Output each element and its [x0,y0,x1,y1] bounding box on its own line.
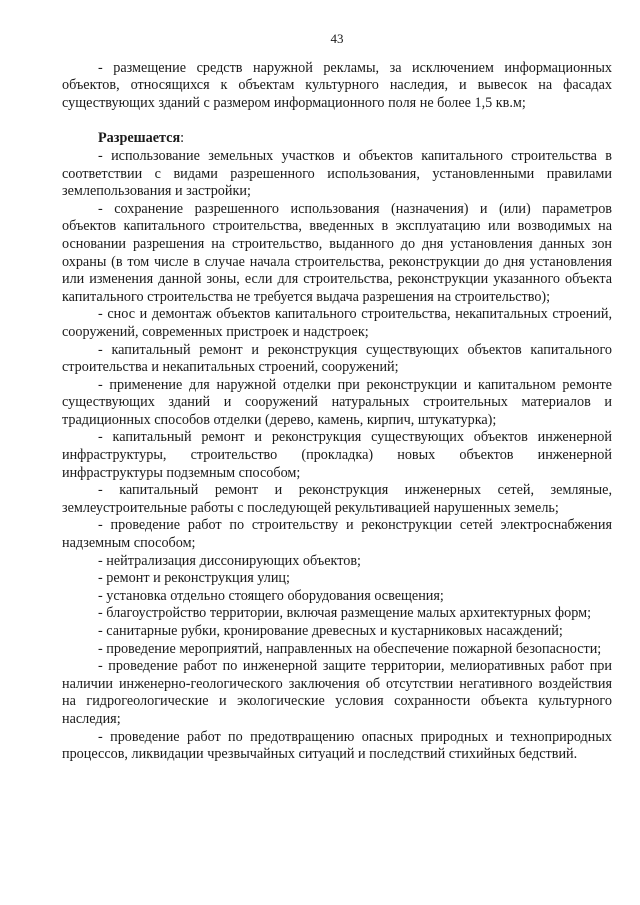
list-item: - капитальный ремонт и реконструкция инженерных сетей, земляные, землеустроительные работы с последующей рекультивацией нарушенных земель; [62,482,612,516]
page-number: 43 [330,31,344,46]
list-item: - капитальный ремонт и реконструкция существующих объектов инженерной инфраструктуры, строительство (прокладка) новых объектов инженерной инфраструктуры подземным способом; [62,429,612,481]
list-item: - снос и демонтаж объектов капитального строительства, некапитальных строений, сооружений, современных пристроек и надстроек; [62,306,612,340]
list-item: - проведение работ по строительству и реконструкции сетей электроснабжения надземным способом; [62,517,612,552]
section-heading-text: Разрешается [98,130,181,147]
section-heading-colon: : [180,130,185,147]
list-item: - нейтрализация диссонирующих объектов; [98,552,361,569]
section-heading [62,130,612,148]
paragraph-gap [62,112,612,130]
intro-item: - размещение средств наружной рекламы, за исключением информационных объектов, относящихся к объектам культурного наследия, и вывесок на фасадах существующих зданий с размером информационного поля не более 1,5 кв.м; [62,59,612,111]
list-item: - ремонт и реконструкция улиц; [98,570,290,587]
list-item: - капитальный ремонт и реконструкция существующих объектов капитального строительства и некапитальных строений, сооружений; [62,341,612,376]
list-item: - использование земельных участков и объектов капитального строительства в соответствии с видами разрешенного использования, установленными правилами землепользования и застройки; [62,147,612,200]
list-item: - применение для наружной отделки при реконструкции и капитальном ремонте существующих зданий и сооружений натуральных строительных материалов и традиционных способов отделки (дерево, камень, кирпич, штукатурка); [62,376,612,428]
list-item: - проведение работ по инженерной защите территории, мелиоративных работ при наличии инженерно-геологического заключения об отсутствии негативного воздействия на гидрогеологические и экологические условия сохранности объекта культурного наследия; [62,658,612,727]
list-item: - проведение мероприятий, направленных на обеспечение пожарной безопасности; [98,640,602,657]
list-item: - благоустройство территории, включая размещение малых архитектурных форм; [98,605,592,622]
document-page [62,30,612,764]
list-item: - санитарные рубки, кронирование древесных и кустарниковых насаждений; [98,623,563,639]
list-item: - установка отдельно стоящего оборудования освещения; [98,587,444,604]
list-item: - сохранение разрешенного использования (назначения) и (или) параметров объектов капитального строительства, введенных в эксплуатацию или возводимых на основании разрешения на строительство, выданного до дня установления данных зон охраны (в том числе в случае начала строительства, реконструкции до дня установления или изменения данной зоны, если для строительства, реконструкции указанного объекта капитального строительства не требуется выдача разрешения на строительство); [62,200,612,305]
list-item: - проведение работ по предотвращению опасных природных и техноприродных процессов, ликвидации чрезвычайных ситуаций и последствий стихийных бедствий. [62,728,612,763]
